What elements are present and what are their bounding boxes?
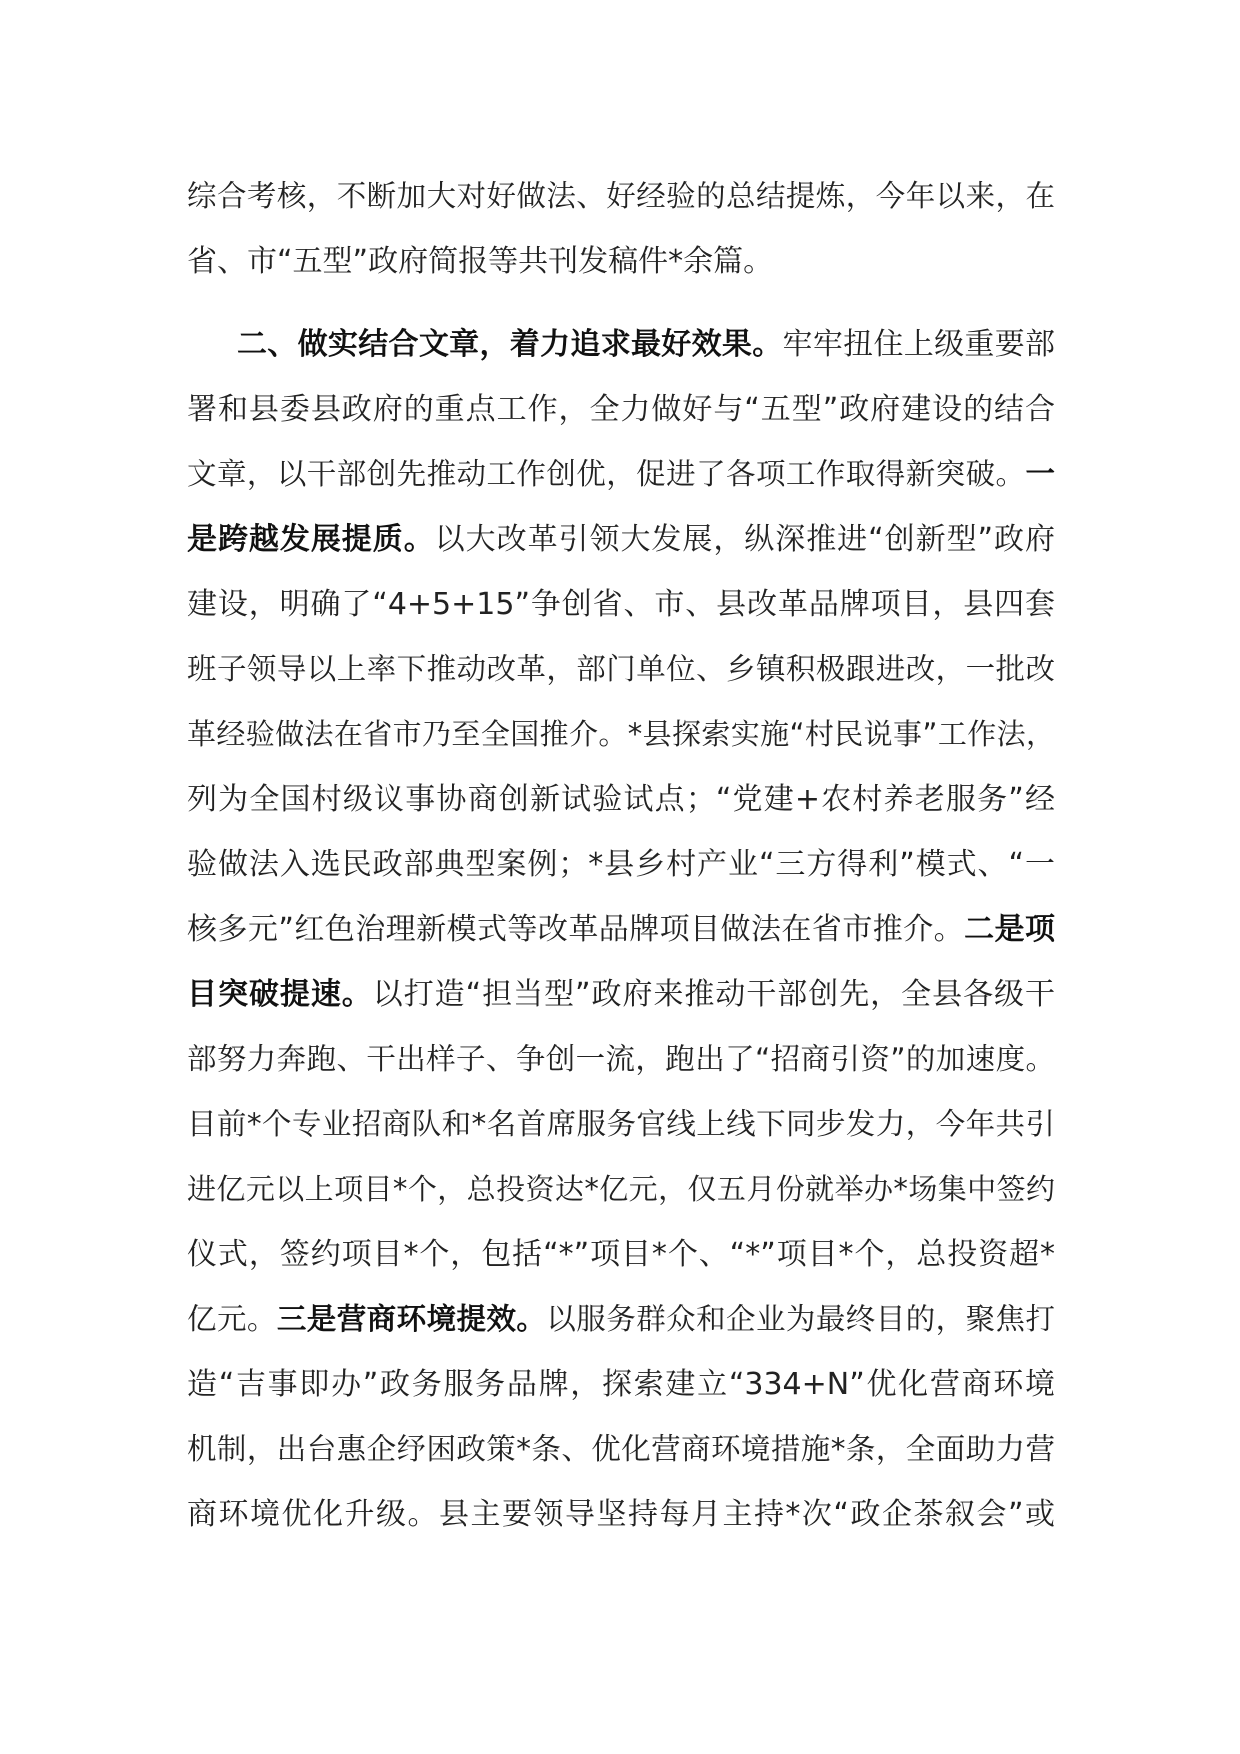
- text-line: [187, 377, 1055, 442]
- text-run: 造“吉事即办”政务服务品牌，探索建立“334+N”优化营商环境: [187, 1367, 1055, 1402]
- text-run: 班子领导以上率下推动改革，部门单位、乡镇积极跟进改，一批改: [187, 652, 1055, 686]
- paragraph-1: [187, 164, 1055, 294]
- text-run: 省、市“五型”政府简报等共刊发稿件*余篇。: [187, 244, 774, 279]
- text-run: 署和县委县政府的重点工作，全力做好与“五型”政府建设的结合: [187, 392, 1055, 427]
- text-run: 文章，以干部创先推动工作创优，促进了各项工作取得新突破。: [187, 457, 1026, 491]
- text-run: 亿元。: [187, 1302, 277, 1336]
- text-line: [187, 1027, 1055, 1092]
- text-run: 牢牢扭住上级重要部: [782, 327, 1056, 362]
- text-run: 综合考核，不断加大对好做法、好经验的总结提炼，今年以来，在: [187, 179, 1055, 213]
- text-run: 以服务群众和企业为最终目的，聚焦打: [546, 1302, 1055, 1336]
- text-line: [187, 1352, 1055, 1417]
- text-run: 核多元”红色治理新模式等改革品牌项目做法在省市推介。: [187, 912, 965, 947]
- text-line: [187, 1482, 1055, 1547]
- text-line: [187, 507, 1055, 572]
- paragraph-2: [187, 312, 1055, 1547]
- text-run: 目前*个专业招商队和*名首席服务官线上线下同步发力，今年共引: [187, 1107, 1055, 1141]
- text-line: [187, 164, 1055, 229]
- text-run: 列为全国村级议事协商创新试验试点；“党建+农村养老服务”经: [187, 782, 1055, 817]
- text-line: [187, 229, 1055, 294]
- text-line: [187, 312, 1055, 377]
- text-line: [187, 897, 1055, 962]
- text-line: [187, 572, 1055, 637]
- text-run: 建设，明确了“4+5+15”争创省、市、县改革品牌项目，县四套: [187, 587, 1055, 622]
- text-line: [187, 637, 1055, 702]
- text-run: 验做法入选民政部典型案例；*县乡村产业“三方得利”模式、“一: [187, 847, 1055, 882]
- bold-run: 一: [1025, 457, 1055, 491]
- text-line: [187, 1092, 1055, 1157]
- text-run: 以大改革引领大发展，纵深推进“创新型”政府: [434, 522, 1055, 557]
- text-line: [187, 1222, 1055, 1287]
- bold-run: 二是项: [964, 912, 1055, 947]
- section-heading: 二、做实结合文章，着力追求最好效果。: [237, 327, 783, 362]
- text-run: 机制，出台惠企纾困政策*条、优化营商环境措施*条，全面助力营: [187, 1432, 1055, 1466]
- text-line: [187, 1157, 1055, 1222]
- text-run: 仪式，签约项目*个，包括“*”项目*个、“*”项目*个，总投资超*: [187, 1237, 1055, 1272]
- text-line: [187, 442, 1055, 507]
- text-line: [187, 832, 1055, 897]
- bold-run: 目突破提速。: [187, 977, 373, 1012]
- text-line: [187, 1287, 1055, 1352]
- text-run: 以打造“担当型”政府来推动干部创先，全县各级干: [372, 977, 1055, 1012]
- text-line: [187, 962, 1055, 1027]
- bold-run: 三是营商环境提效。: [276, 1302, 547, 1336]
- text-run: 进亿元以上项目*个，总投资达*亿元，仅五月份就举办*场集中签约: [187, 1172, 1055, 1206]
- text-run: 部努力奔跑、干出样子、争创一流，跑出了“招商引资”的加速度。: [187, 1042, 1055, 1076]
- bold-run: 是跨越发展提质。: [187, 522, 435, 557]
- text-line: [187, 702, 1055, 767]
- text-line: [187, 1417, 1055, 1482]
- text-line: [187, 767, 1055, 832]
- text-run: 革经验做法在省市乃至全国推介。*县探索实施“村民说事”工作法，: [187, 717, 1055, 751]
- text-run: 商环境优化升级。县主要领导坚持每月主持*次“政企茶叙会”或: [187, 1497, 1055, 1532]
